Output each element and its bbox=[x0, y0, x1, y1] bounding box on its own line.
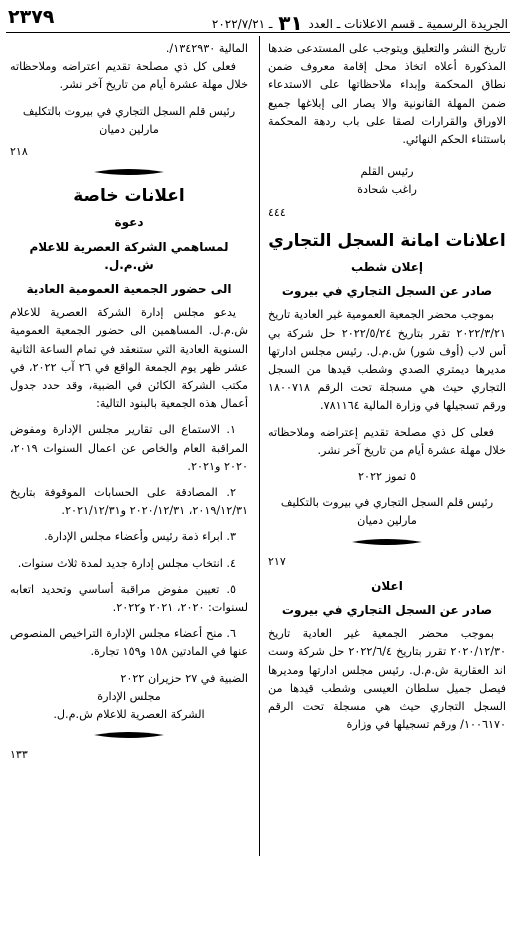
agenda-item: ١. الاستماع الى تقارير مجلس الإدارة ومفوض المراقبة العام والخاص عن اعمال السنوات ٢٠١٩، ٢٠٢٠ و٢٠٢١. bbox=[10, 423, 248, 473]
section-title-commercial-registry: اعلانات امانة السجل التجاري bbox=[268, 230, 506, 251]
ad-subheading: صادر عن السجل التجاري في بيروت bbox=[281, 284, 493, 299]
issue-number: ٣١ bbox=[278, 11, 303, 35]
invite-body: يدعو مجلس إدارة الشركة العصرية للاعلام ش.م.ل. المساهمين الى حضور الجمعية العمومية السنوية العادية التي ستنعقد في تمام الساعة الثانية عشر ظهر يوم الجمعة الواقع في ٢٦ آب ٢٠٢٢، في مكتب الشركة الكائن في الضبية، وقد حدد جدول أعمال هذه الجمعية بالبنود التالية: bbox=[10, 306, 249, 411]
notice-number: ١٣٣ bbox=[10, 748, 28, 762]
separator-ornament bbox=[94, 730, 164, 740]
clerk-title: رئيس القلم bbox=[360, 165, 414, 179]
column-divider bbox=[259, 36, 260, 856]
place-date: الضبية في ٢٧ حزيران ٢٠٢٢ bbox=[120, 671, 248, 685]
invite-subheading: لمساهمي الشركة العصرية للاعلام ش.م.ل. bbox=[29, 239, 229, 272]
signer-title: رئيس قلم السجل التجاري في بيروت بالتكليف bbox=[22, 104, 236, 118]
notice-number: ٤٤٤ bbox=[268, 205, 286, 219]
issue-date: ـ ٢٠٢٢/٧/٢١ bbox=[211, 17, 273, 31]
header-rule bbox=[6, 32, 510, 33]
signer-name: مارلين دميان bbox=[99, 122, 159, 136]
ad-date: ٥ تموز ٢٠٢٢ bbox=[358, 470, 416, 484]
agenda-item: ٦. منح أعضاء مجلس الإدارة التراخيص المنصوص عنها في المادتين ١٥٨ و١٥٩ تجارة. bbox=[10, 627, 248, 659]
signer-title: رئيس قلم السجل التجاري في بيروت بالتكليف bbox=[280, 496, 494, 510]
ad-heading: اعلان bbox=[371, 578, 403, 593]
agenda-item: ٣. ابراء ذمة رئيس وأعضاء مجلس الإدارة. bbox=[44, 530, 236, 544]
ad-subheading: صادر عن السجل التجاري في بيروت bbox=[281, 603, 493, 618]
court-notice-ending: تاريخ النشر والتعليق ويتوجب على المستدعى ضدها المذكورة أعلاه اتخاذ محل إقامة معروف ضمن نطاق المحكمة وإبداء ملاحظاتها على الاستدعاء ضمن المهلة القانونية والا يصار الى إبلاغها جميع الاوراق والقرارات لصقا على باب ردهة المحكمة باستثناء الحكم النهائي. bbox=[268, 42, 506, 147]
agenda-item: ٢. المصادقة على الحسابات الموقوفة بتاريخ ٢٠١٩/١٢/٣١، ٢٠٢٠/١٢/٣١ و٢٠٢١/١٢/٣١. bbox=[10, 486, 248, 518]
company-signature: الشركة العصرية للاعلام ش.م.ل. bbox=[53, 708, 205, 722]
separator-ornament bbox=[94, 167, 164, 177]
agenda-item: ٤. انتخاب مجلس إدارة جديد لمدة ثلاث سنوات. bbox=[17, 556, 236, 570]
separator-ornament bbox=[352, 537, 422, 547]
ad-heading: إعلان شطب bbox=[350, 260, 424, 275]
agenda-item: ٥. تعيين مفوض مراقبة أساسي وتحديد اتعابه لسنوات: ٢٠٢٠، ٢٠٢١ و٢٠٢٢. bbox=[10, 582, 248, 615]
invite-heading: دعوة bbox=[114, 215, 144, 230]
notice-number: ٢١٧ bbox=[268, 554, 286, 568]
ad-body: بموجب محضر الجمعية العمومية غير العادية تاريخ ٢٠٢٢/٣/٢١ تقرر بتاريخ ٢٠٢٢/٥/٢٤ حل شركة بي أس لاب (أوف شور) ش.م.ل. رئيس مجلس ادارتها مديرها ديمتري الصدي وشطب قيدها من السجل التجاري حيث هي مسجلة تحت الرقم ١٨٠٠٧١٨ ورقم تسجيلها في وزارة المالية ٧٨١١٦٤. bbox=[268, 308, 506, 413]
continued-line: المالية ١٣٤٢٩٣٠/. bbox=[165, 42, 248, 55]
ad-objection: فعلى كل ذي مصلحة تقديم اعتراضه وملاحظاته خلال مهلة عشرة أيام من تاريخ آخر نشر. bbox=[10, 60, 248, 92]
ad-body: بموجب محضر الجمعية غير العادية تاريخ ٢٠٢٠/١٢/٣٠ تقرر بتاريخ ٢٠٢٢/٦/٤ حل شركة وست اند العقارية ش.م.ل. رئيس مجلس ادارتها ومديرها فيصل جميل سلطان العيسى وشطب قيدها من السجل التجاري حيث هي مسجلة تحت الرقم ١٠٠٦١٧٠/ ورقم تسجيلها في وزارة bbox=[268, 627, 506, 732]
notice-number: ٢١٨ bbox=[10, 145, 28, 159]
invite-subheading: الى حضور الجمعية العمومية العادية bbox=[26, 282, 232, 297]
page-number: ٢٣٧٩ bbox=[8, 6, 55, 28]
gazette-title-text: الجريدة الرسمية ـ قسم الاعلانات ـ العدد bbox=[308, 17, 508, 31]
page-header bbox=[0, 0, 516, 34]
board-signature: مجلس الإدارة bbox=[97, 689, 161, 703]
clerk-name: راغب شحادة bbox=[357, 183, 417, 197]
section-title-special-notices: اعلانات خاصة bbox=[73, 186, 185, 207]
signer-name: مارلين دميان bbox=[357, 514, 417, 528]
ad-objection: فعلى كل ذي مصلحة تقديم إعتراضه وملاحظاته خلال مهلة عشرة أيام من تاريخ آخر نشر. bbox=[268, 425, 506, 457]
left-column bbox=[10, 40, 248, 765]
right-column bbox=[268, 40, 506, 735]
